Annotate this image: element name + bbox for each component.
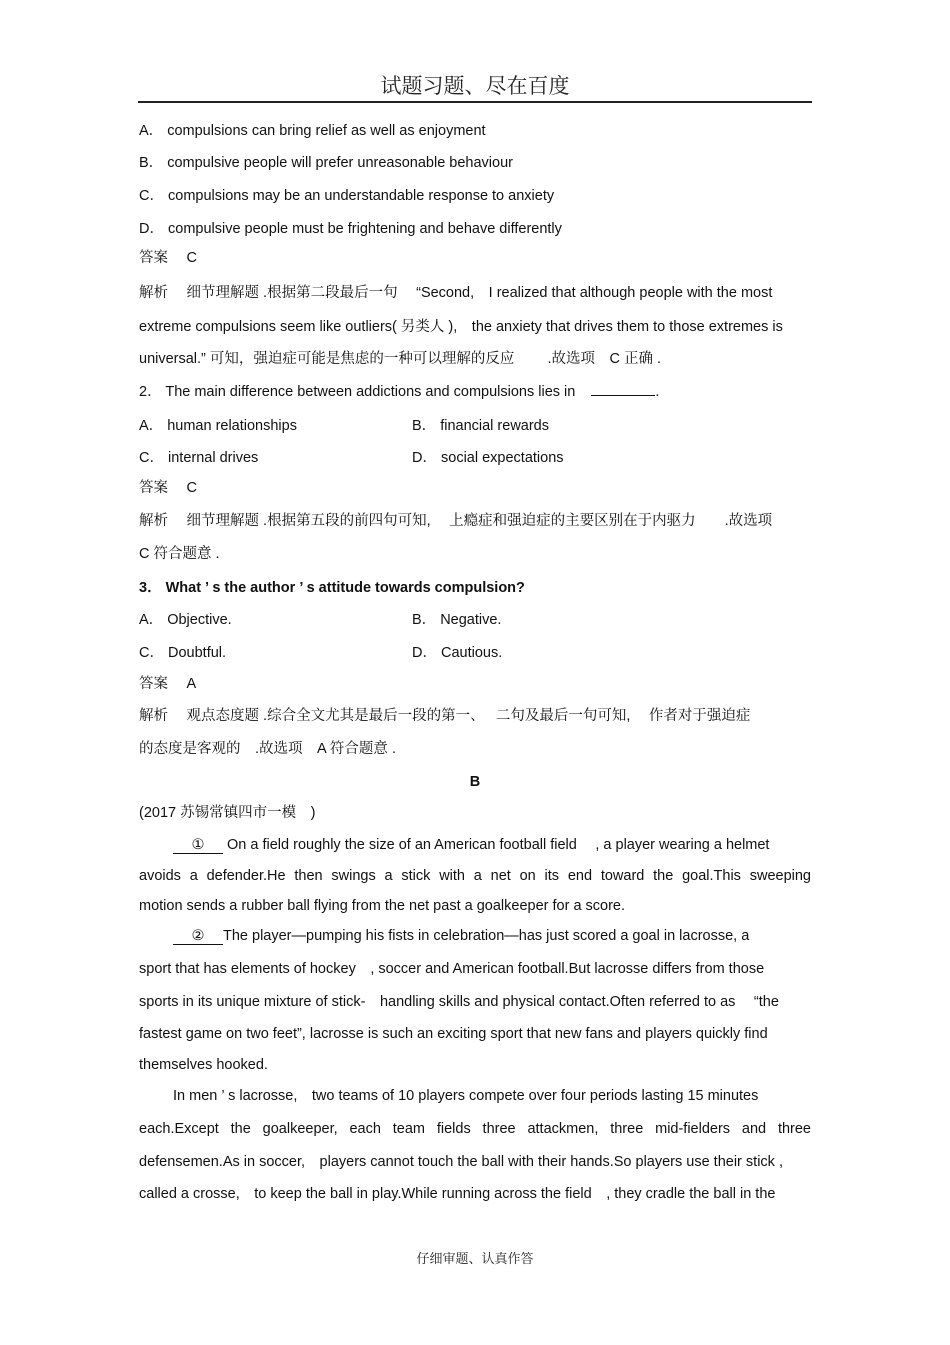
q3-stem: 3． What ’ s the author ’ s attitude towards compulsion? bbox=[139, 580, 525, 596]
q1-option-c: C． compulsions may be an understandable response to anxiety bbox=[139, 188, 555, 204]
passage-p2-line-3: sports in its unique mixture of stick- handling skills and physical contact.Often referred to as “the bbox=[139, 994, 779, 1010]
passage-p3-line-3: defensemen.As in soccer, players cannot touch the ball with their hands.So players use their stick , bbox=[139, 1154, 783, 1170]
q3-option-d: D． Cautious. bbox=[412, 645, 503, 661]
page-footer: 仔细审题、认真作答 bbox=[416, 1252, 534, 1267]
header-rule bbox=[138, 101, 812, 103]
q2-stem bbox=[139, 382, 659, 402]
q2-option-c: C． internal drives bbox=[139, 450, 259, 466]
q2-stem-end: . bbox=[655, 384, 660, 400]
passage-p2-line-1-text: The player—pumping his fists in celebration—has just scored a goal in lacrosse, a bbox=[223, 928, 750, 944]
q3-option-b: B． Negative. bbox=[412, 612, 502, 628]
passage-p2-line-2: sport that has elements of hockey , soccer and American football.But lacrosse differs from those bbox=[139, 961, 765, 977]
passage-p3-line-1: In men ’ s lacrosse, two teams of 10 players compete over four periods lasting 15 minutes bbox=[173, 1088, 759, 1104]
section-label: B bbox=[469, 774, 481, 790]
passage-p2-line-5: themselves hooked. bbox=[139, 1057, 268, 1073]
passage-source: (2017 苏锡常镇四市一模 ) bbox=[139, 805, 316, 821]
passage-p1-line-1-text: On a field roughly the size of an American football field , a player wearing a helmet bbox=[227, 837, 770, 853]
passage-blank-1: ① bbox=[173, 837, 223, 854]
page-header-title: 试题习题、尽在百度 bbox=[380, 74, 570, 98]
q2-option-d: D． social expectations bbox=[412, 450, 564, 466]
q1-answer: 答案 C bbox=[139, 250, 197, 266]
q3-analysis-line-1: 解析 观点态度题 .综合全文尤其是最后一段的第一、 二句及最后一句可知, 作者对于强迫症 bbox=[139, 708, 751, 724]
passage-p2-line-4: fastest game on two feet”, lacrosse is such an exciting sport that new fans and players quickly find bbox=[139, 1026, 768, 1042]
q3-analysis-line-2: 的态度是客观的 .故选项 A 符合题意 . bbox=[139, 741, 396, 757]
q3-option-c: C． Doubtful. bbox=[139, 645, 227, 661]
q1-option-b: B． compulsive people will prefer unreasonable behaviour bbox=[139, 155, 513, 171]
passage-p1-line-1 bbox=[173, 835, 769, 855]
q2-answer: 答案 C bbox=[139, 480, 197, 496]
passage-p3-line-2: each.Except the goalkeeper, each team fields three attackmen, three mid-fielders and three bbox=[139, 1121, 811, 1137]
q2-option-a: A． human relationships bbox=[139, 418, 297, 434]
passage-p1-line-2: avoids a defender.He then swings a stick with a net on its end toward the goal.This sweeping bbox=[139, 868, 811, 884]
passage-p3-line-4: called a crosse, to keep the ball in play.While running across the field , they cradle the ball in the bbox=[139, 1186, 776, 1202]
passage-blank-2: ② bbox=[173, 928, 223, 945]
q2-option-b: B． financial rewards bbox=[412, 418, 549, 434]
passage-p2-line-1 bbox=[173, 926, 749, 946]
q1-option-d: D． compulsive people must be frightening and behave differently bbox=[139, 221, 562, 237]
q1-analysis-line-2: extreme compulsions seem like outliers( 另类人 ), the anxiety that drives them to those extremes is bbox=[139, 319, 783, 335]
q3-option-a: A． Objective. bbox=[139, 612, 232, 628]
q2-analysis-line-2: C 符合题意 . bbox=[139, 546, 220, 562]
q2-analysis-line-1: 解析 细节理解题 .根据第五段的前四句可知, 上瘾症和强迫症的主要区别在于内驱力 .故选项 bbox=[139, 513, 773, 529]
q1-analysis-line-1: 解析 细节理解题 .根据第二段最后一句 “Second, I realized that although people with the most bbox=[139, 285, 773, 301]
q2-stem-text: 2． The main difference between addictions and compulsions lies in bbox=[139, 384, 576, 400]
q2-answer-blank bbox=[591, 382, 655, 396]
q3-answer: 答案 A bbox=[139, 676, 197, 692]
passage-p1-line-3: motion sends a rubber ball flying from the net past a goalkeeper for a score. bbox=[139, 898, 626, 914]
q1-analysis-line-3: universal.” 可知，强迫症可能是焦虑的一种可以理解的反应 .故选项 C 正确 . bbox=[139, 351, 662, 367]
q1-option-a: A． compulsions can bring relief as well as enjoyment bbox=[139, 123, 486, 139]
